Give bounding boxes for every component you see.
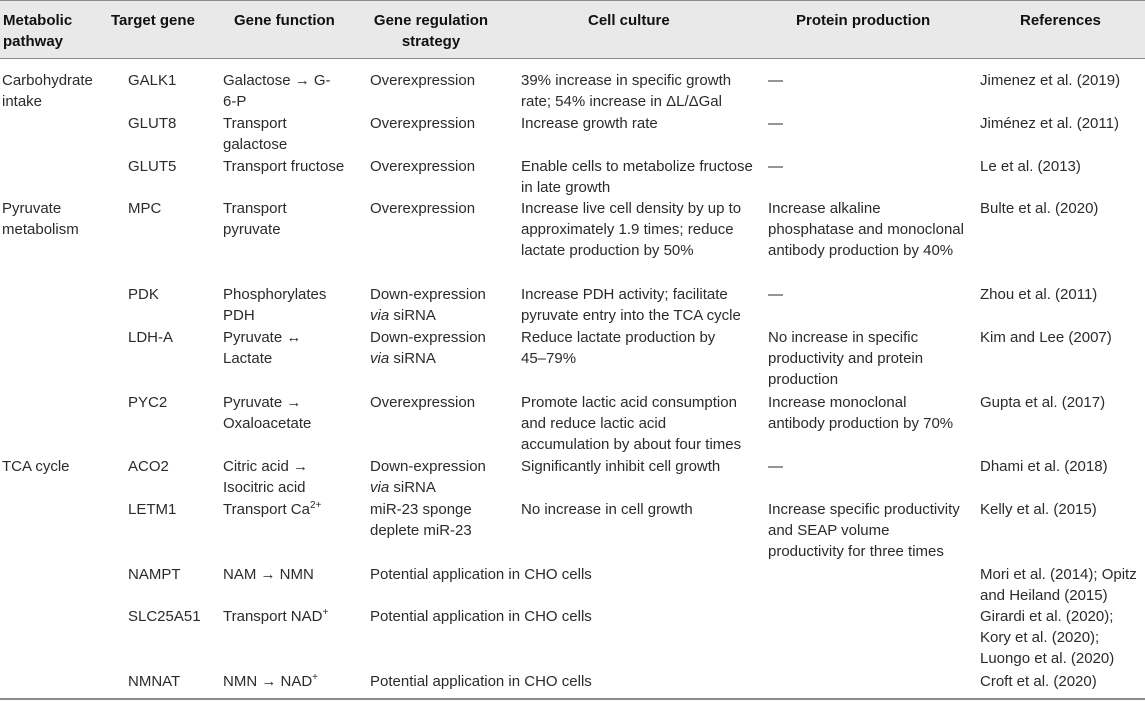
culture-galk1: 39% increase in specific growth rate; 54% increase in ΔL/ΔGal (521, 72, 732, 110)
function-pyc2: Pyruvate → Oxaloacetate (223, 394, 312, 432)
reference-glut5: Le et al. (2013) (980, 158, 1081, 175)
header-metabolic-pathway: Metabolic pathway (3, 12, 73, 50)
header-cell-culture: Cell culture (588, 12, 670, 29)
function-glut5: Transport fructose (223, 158, 345, 175)
strategy-glut5: Overexpression (370, 158, 476, 175)
header-target-gene: Target gene (111, 12, 195, 29)
bottom-rule (0, 698, 1145, 700)
gene-mpc: MPC (128, 200, 162, 217)
strategy-letm1: miR-23 sponge deplete miR-23 (370, 501, 472, 539)
strategy-galk1: Overexpression (370, 72, 476, 89)
culture-letm1: No increase in cell growth (521, 501, 693, 518)
gene-pyc2: PYC2 (128, 394, 168, 411)
header-references: References (1020, 12, 1101, 29)
production-galk1: — (768, 72, 783, 89)
reference-mpc: Bulte et al. (2020) (980, 200, 1099, 217)
function-slc25a51: Transport NAD+ (223, 607, 329, 625)
gene-letm1: LETM1 (128, 501, 177, 518)
strategy-glut8: Overexpression (370, 115, 476, 132)
gene-slc25a51: SLC25A51 (128, 608, 201, 625)
culture-glut8: Increase growth rate (521, 115, 658, 132)
culture-aco2: Significantly inhibit cell growth (521, 458, 721, 475)
gene-nampt: NAMPT (128, 566, 181, 583)
function-nmnat: NMN → NAD+ (223, 672, 319, 690)
top-rule (0, 0, 1145, 1)
header-gene-function: Gene function (234, 12, 335, 29)
application-slc25a51: Potential application in CHO cells (370, 608, 592, 625)
application-nampt: Potential application in CHO cells (370, 566, 592, 583)
header-rule (0, 58, 1145, 59)
production-glut5: — (768, 158, 783, 175)
production-letm1: Increase specific productivity and SEAP volume productivity for three times (768, 501, 960, 560)
pathway-pyruvate-metabolism: Pyruvate metabolism (2, 200, 79, 238)
strategy-ldh-a: Down-expression via siRNA (370, 329, 486, 367)
strategy-pyc2: Overexpression (370, 394, 476, 411)
reference-nmnat: Croft et al. (2020) (980, 673, 1097, 690)
production-pdk: — (768, 286, 783, 303)
culture-ldh-a: Reduce lactate production by 45–79% (521, 329, 716, 367)
application-nmnat: Potential application in CHO cells (370, 673, 592, 690)
strategy-pdk: Down-expression via siRNA (370, 286, 486, 324)
gene-glut5: GLUT5 (128, 158, 177, 175)
function-letm1: Transport $Ca^{2+}$ (223, 500, 322, 518)
gene-galk1: GALK1 (128, 72, 177, 89)
production-aco2: — (768, 458, 783, 475)
function-galk1: Galactose → G- 6-P (223, 72, 331, 110)
gene-ldh-a: LDH-A (128, 329, 174, 346)
gene-pdk: PDK (128, 286, 159, 303)
pathway-tca-cycle: TCA cycle (2, 458, 70, 475)
gene-nmnat: NMNAT (128, 673, 181, 690)
production-glut8: — (768, 115, 783, 132)
culture-pdk: Increase PDH activity; facilitate pyruvate entry into the TCA cycle (521, 286, 741, 324)
reference-aco2: Dhami et al. (2018) (980, 458, 1108, 475)
reference-pyc2: Gupta et al. (2017) (980, 394, 1106, 411)
gene-aco2: ACO2 (128, 458, 169, 475)
culture-mpc: Increase live cell density by up to approximately 1.9 times; reduce lactate production by 50% (521, 200, 742, 259)
function-nampt: NAM → NMN (223, 566, 314, 583)
reference-slc25a51: Girardi et al. (2020); Kory et al. (2020); Luongo et al. (2020) (980, 608, 1115, 667)
reference-galk1: Jimenez et al. (2019) (980, 72, 1121, 89)
pathway-carbohydrate-intake: Carbohydrate intake (2, 72, 93, 110)
production-mpc: Increase alkaline phosphatase and monoclonal antibody production by 40% (768, 200, 964, 259)
reference-nampt: Mori et al. (2014); Opitz and Heiland (2015) (980, 566, 1137, 604)
culture-glut5: Enable cells to metabolize fructose in late growth (521, 158, 753, 196)
gene-glut8: GLUT8 (128, 115, 177, 132)
reference-letm1: Kelly et al. (2015) (980, 501, 1097, 518)
reference-pdk: Zhou et al. (2011) (980, 286, 1098, 303)
function-mpc: Transport pyruvate (223, 200, 287, 238)
reference-ldh-a: Kim and Lee (2007) (980, 329, 1112, 346)
production-pyc2: Increase monoclonal antibody production by 70% (768, 394, 954, 432)
production-ldh-a: No increase in specific productivity and protein production (768, 329, 924, 388)
strategy-aco2: Down-expression via siRNA (370, 458, 486, 496)
function-aco2: Citric acid → Isocitric acid (223, 458, 309, 496)
function-ldh-a: Pyruvate ↔ Lactate (223, 329, 302, 367)
function-glut8: Transport galactose (223, 115, 288, 153)
reference-glut8: Jiménez et al. (2011) (980, 115, 1119, 132)
header-protein-production: Protein production (796, 12, 931, 29)
culture-pyc2: Promote lactic acid consumption and reduce lactic acid accumulation by about four times (521, 394, 742, 453)
function-pdk: Phosphorylates PDH (223, 286, 327, 324)
strategy-mpc: Overexpression (370, 200, 476, 217)
header-gene-regulation-strategy: Gene regulation strategy (373, 12, 489, 50)
